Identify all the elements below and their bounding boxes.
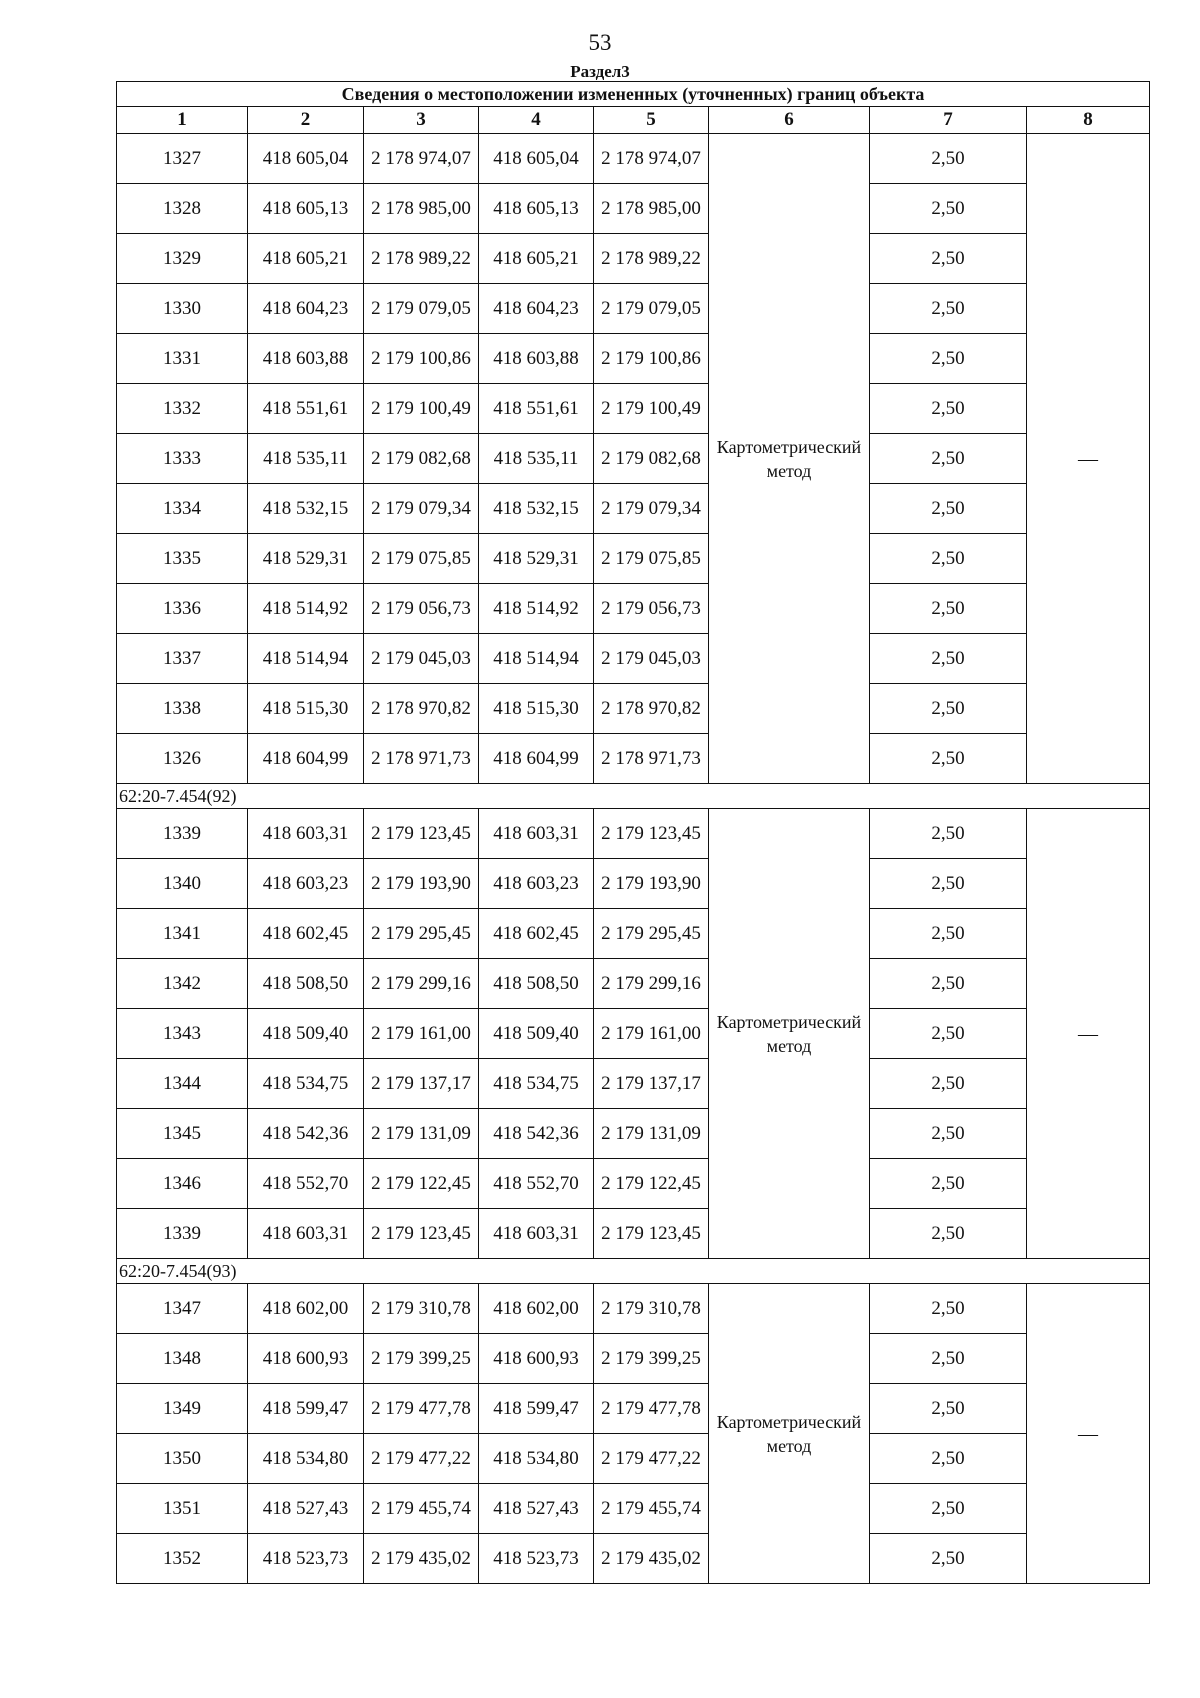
y-coordinate-cell: 2 179 123,45 <box>364 1209 479 1259</box>
x-coordinate-cell: 418 542,36 <box>248 1109 364 1159</box>
point-number-cell: 1349 <box>117 1384 248 1434</box>
table-row <box>117 1484 1150 1534</box>
point-number-cell: 1351 <box>117 1484 248 1534</box>
accuracy-cell: 2,50 <box>870 1534 1027 1584</box>
x-coordinate-cell: 418 605,21 <box>248 234 364 284</box>
x-coordinate-cell: 418 542,36 <box>479 1109 594 1159</box>
column-number-cell: 4 <box>479 107 594 134</box>
point-number-cell: 1335 <box>117 534 248 584</box>
y-coordinate-cell: 2 179 299,16 <box>364 959 479 1009</box>
table-row <box>117 334 1150 384</box>
x-coordinate-cell: 418 602,45 <box>479 909 594 959</box>
point-number-cell: 1338 <box>117 684 248 734</box>
column-number-cell: 5 <box>594 107 709 134</box>
y-coordinate-cell: 2 178 971,73 <box>594 734 709 784</box>
point-number-cell: 1334 <box>117 484 248 534</box>
accuracy-cell: 2,50 <box>870 134 1027 184</box>
table-row <box>117 234 1150 284</box>
y-coordinate-cell: 2 179 082,68 <box>364 434 479 484</box>
table-row <box>117 634 1150 684</box>
x-coordinate-cell: 418 551,61 <box>479 384 594 434</box>
y-coordinate-cell: 2 179 295,45 <box>364 909 479 959</box>
x-coordinate-cell: 418 527,43 <box>479 1484 594 1534</box>
point-number-cell: 1328 <box>117 184 248 234</box>
x-coordinate-cell: 418 514,92 <box>248 584 364 634</box>
point-number-cell: 1327 <box>117 134 248 184</box>
method-cell: Картометрический метод <box>709 134 870 784</box>
accuracy-cell: 2,50 <box>870 1334 1027 1384</box>
accuracy-cell: 2,50 <box>870 184 1027 234</box>
table-row <box>117 684 1150 734</box>
y-coordinate-cell: 2 179 045,03 <box>364 634 479 684</box>
y-coordinate-cell: 2 179 399,25 <box>594 1334 709 1384</box>
y-coordinate-cell: 2 178 985,00 <box>364 184 479 234</box>
x-coordinate-cell: 418 600,93 <box>248 1334 364 1384</box>
point-number-cell: 1350 <box>117 1434 248 1484</box>
y-coordinate-cell: 2 178 989,22 <box>594 234 709 284</box>
point-number-cell: 1341 <box>117 909 248 959</box>
parcel-label-row <box>117 1259 1150 1284</box>
table-row <box>117 1209 1150 1259</box>
x-coordinate-cell: 418 603,88 <box>248 334 364 384</box>
point-number-cell: 1339 <box>117 1209 248 1259</box>
x-coordinate-cell: 418 514,92 <box>479 584 594 634</box>
table-row <box>117 1434 1150 1484</box>
x-coordinate-cell: 418 605,13 <box>479 184 594 234</box>
accuracy-cell: 2,50 <box>870 1059 1027 1109</box>
point-number-cell: 1330 <box>117 284 248 334</box>
x-coordinate-cell: 418 535,11 <box>248 434 364 484</box>
column-number-cell: 2 <box>248 107 364 134</box>
x-coordinate-cell: 418 509,40 <box>248 1009 364 1059</box>
y-coordinate-cell: 2 179 299,16 <box>594 959 709 1009</box>
x-coordinate-cell: 418 602,00 <box>479 1284 594 1334</box>
point-number-cell: 1343 <box>117 1009 248 1059</box>
method-cell: Картометрический метод <box>709 809 870 1259</box>
notes-cell: — <box>1027 809 1150 1259</box>
y-coordinate-cell: 2 179 310,78 <box>364 1284 479 1334</box>
accuracy-cell: 2,50 <box>870 434 1027 484</box>
table-row <box>117 584 1150 634</box>
column-number-cell: 1 <box>117 107 248 134</box>
x-coordinate-cell: 418 514,94 <box>248 634 364 684</box>
point-number-cell: 1342 <box>117 959 248 1009</box>
x-coordinate-cell: 418 605,21 <box>479 234 594 284</box>
parcel-label-row <box>117 784 1150 809</box>
x-coordinate-cell: 418 603,23 <box>248 859 364 909</box>
page-number: 53 <box>588 30 612 55</box>
y-coordinate-cell: 2 179 123,45 <box>594 809 709 859</box>
table-row <box>117 1284 1150 1334</box>
x-coordinate-cell: 418 534,75 <box>248 1059 364 1109</box>
table-row <box>117 959 1150 1009</box>
x-coordinate-cell: 418 523,73 <box>479 1534 594 1584</box>
x-coordinate-cell: 418 603,88 <box>479 334 594 384</box>
x-coordinate-cell: 418 605,13 <box>248 184 364 234</box>
y-coordinate-cell: 2 179 477,22 <box>594 1434 709 1484</box>
accuracy-cell: 2,50 <box>870 734 1027 784</box>
y-coordinate-cell: 2 179 435,02 <box>364 1534 479 1584</box>
accuracy-cell: 2,50 <box>870 1284 1027 1334</box>
x-coordinate-cell: 418 535,11 <box>479 434 594 484</box>
table-row <box>117 1009 1150 1059</box>
y-coordinate-cell: 2 179 310,78 <box>594 1284 709 1334</box>
x-coordinate-cell: 418 515,30 <box>248 684 364 734</box>
column-number-cell: 8 <box>1027 107 1150 134</box>
y-coordinate-cell: 2 179 123,45 <box>594 1209 709 1259</box>
y-coordinate-cell: 2 179 161,00 <box>594 1009 709 1059</box>
y-coordinate-cell: 2 179 082,68 <box>594 434 709 484</box>
x-coordinate-cell: 418 514,94 <box>479 634 594 684</box>
x-coordinate-cell: 418 509,40 <box>479 1009 594 1059</box>
point-number-cell: 1333 <box>117 434 248 484</box>
table-row <box>117 184 1150 234</box>
accuracy-cell: 2,50 <box>870 634 1027 684</box>
x-coordinate-cell: 418 604,23 <box>248 284 364 334</box>
x-coordinate-cell: 418 527,43 <box>248 1484 364 1534</box>
y-coordinate-cell: 2 179 075,85 <box>594 534 709 584</box>
x-coordinate-cell: 418 534,75 <box>479 1059 594 1109</box>
point-number-cell: 1352 <box>117 1534 248 1584</box>
y-coordinate-cell: 2 179 455,74 <box>594 1484 709 1534</box>
accuracy-cell: 2,50 <box>870 1009 1027 1059</box>
accuracy-cell: 2,50 <box>870 1384 1027 1434</box>
x-coordinate-cell: 418 515,30 <box>479 684 594 734</box>
x-coordinate-cell: 418 602,00 <box>248 1284 364 1334</box>
table-row <box>117 734 1150 784</box>
y-coordinate-cell: 2 179 079,34 <box>364 484 479 534</box>
accuracy-cell: 2,50 <box>870 1209 1027 1259</box>
y-coordinate-cell: 2 179 075,85 <box>364 534 479 584</box>
table-row <box>117 909 1150 959</box>
point-number-cell: 1332 <box>117 384 248 434</box>
x-coordinate-cell: 418 600,93 <box>479 1334 594 1384</box>
point-number-cell: 1347 <box>117 1284 248 1334</box>
y-coordinate-cell: 2 179 122,45 <box>594 1159 709 1209</box>
y-coordinate-cell: 2 179 399,25 <box>364 1334 479 1384</box>
x-coordinate-cell: 418 529,31 <box>248 534 364 584</box>
y-coordinate-cell: 2 178 971,73 <box>364 734 479 784</box>
y-coordinate-cell: 2 179 122,45 <box>364 1159 479 1209</box>
x-coordinate-cell: 418 605,04 <box>479 134 594 184</box>
accuracy-cell: 2,50 <box>870 334 1027 384</box>
y-coordinate-cell: 2 179 100,49 <box>364 384 479 434</box>
accuracy-cell: 2,50 <box>870 909 1027 959</box>
section-title: Раздел3 <box>570 62 630 81</box>
y-coordinate-cell: 2 179 045,03 <box>594 634 709 684</box>
accuracy-cell: 2,50 <box>870 1484 1027 1534</box>
accuracy-cell: 2,50 <box>870 234 1027 284</box>
x-coordinate-cell: 418 602,45 <box>248 909 364 959</box>
parcel-label: 62:20-7.454(92) <box>117 784 1150 809</box>
parcel-label: 62:20-7.454(93) <box>117 1259 1150 1284</box>
y-coordinate-cell: 2 179 455,74 <box>364 1484 479 1534</box>
x-coordinate-cell: 418 604,99 <box>479 734 594 784</box>
x-coordinate-cell: 418 532,15 <box>479 484 594 534</box>
accuracy-cell: 2,50 <box>870 384 1027 434</box>
x-coordinate-cell: 418 605,04 <box>248 134 364 184</box>
table-row <box>117 1384 1150 1434</box>
accuracy-cell: 2,50 <box>870 284 1027 334</box>
table-row <box>117 1109 1150 1159</box>
point-number-cell: 1336 <box>117 584 248 634</box>
y-coordinate-cell: 2 179 161,00 <box>364 1009 479 1059</box>
method-cell: Картометрический метод <box>709 1284 870 1584</box>
table-row <box>117 1059 1150 1109</box>
table-caption: Сведения о местоположении измененных (уточненных) границ объекта <box>117 82 1150 107</box>
x-coordinate-cell: 418 603,31 <box>248 809 364 859</box>
y-coordinate-cell: 2 179 123,45 <box>364 809 479 859</box>
x-coordinate-cell: 418 603,31 <box>248 1209 364 1259</box>
notes-cell: — <box>1027 134 1150 784</box>
y-coordinate-cell: 2 178 989,22 <box>364 234 479 284</box>
x-coordinate-cell: 418 603,31 <box>479 809 594 859</box>
table-row <box>117 1159 1150 1209</box>
x-coordinate-cell: 418 599,47 <box>248 1384 364 1434</box>
y-coordinate-cell: 2 178 974,07 <box>594 134 709 184</box>
y-coordinate-cell: 2 179 056,73 <box>594 584 709 634</box>
x-coordinate-cell: 418 603,23 <box>479 859 594 909</box>
table-row <box>117 434 1150 484</box>
table-row <box>117 1534 1150 1584</box>
x-coordinate-cell: 418 534,80 <box>248 1434 364 1484</box>
table-row <box>117 484 1150 534</box>
y-coordinate-cell: 2 179 079,05 <box>364 284 479 334</box>
table-row <box>117 134 1150 184</box>
accuracy-cell: 2,50 <box>870 1109 1027 1159</box>
accuracy-cell: 2,50 <box>870 859 1027 909</box>
point-number-cell: 1326 <box>117 734 248 784</box>
y-coordinate-cell: 2 179 079,34 <box>594 484 709 534</box>
x-coordinate-cell: 418 551,61 <box>248 384 364 434</box>
y-coordinate-cell: 2 178 985,00 <box>594 184 709 234</box>
x-coordinate-cell: 418 534,80 <box>479 1434 594 1484</box>
y-coordinate-cell: 2 179 193,90 <box>594 859 709 909</box>
table-row <box>117 1334 1150 1384</box>
y-coordinate-cell: 2 178 974,07 <box>364 134 479 184</box>
accuracy-cell: 2,50 <box>870 1159 1027 1209</box>
y-coordinate-cell: 2 179 193,90 <box>364 859 479 909</box>
accuracy-cell: 2,50 <box>870 684 1027 734</box>
table-row <box>117 809 1150 859</box>
x-coordinate-cell: 418 508,50 <box>479 959 594 1009</box>
x-coordinate-cell: 418 552,70 <box>248 1159 364 1209</box>
x-coordinate-cell: 418 604,23 <box>479 284 594 334</box>
y-coordinate-cell: 2 179 100,86 <box>594 334 709 384</box>
y-coordinate-cell: 2 179 100,49 <box>594 384 709 434</box>
x-coordinate-cell: 418 603,31 <box>479 1209 594 1259</box>
point-number-cell: 1339 <box>117 809 248 859</box>
accuracy-cell: 2,50 <box>870 809 1027 859</box>
table-row <box>117 859 1150 909</box>
accuracy-cell: 2,50 <box>870 534 1027 584</box>
boundary-table <box>116 81 1150 1584</box>
y-coordinate-cell: 2 179 477,22 <box>364 1434 479 1484</box>
y-coordinate-cell: 2 179 137,17 <box>364 1059 479 1109</box>
x-coordinate-cell: 418 508,50 <box>248 959 364 1009</box>
point-number-cell: 1340 <box>117 859 248 909</box>
point-number-cell: 1329 <box>117 234 248 284</box>
table-row <box>117 284 1150 334</box>
accuracy-cell: 2,50 <box>870 1434 1027 1484</box>
accuracy-cell: 2,50 <box>870 484 1027 534</box>
point-number-cell: 1344 <box>117 1059 248 1109</box>
y-coordinate-cell: 2 179 100,86 <box>364 334 479 384</box>
notes-cell: — <box>1027 1284 1150 1584</box>
accuracy-cell: 2,50 <box>870 584 1027 634</box>
y-coordinate-cell: 2 178 970,82 <box>364 684 479 734</box>
x-coordinate-cell: 418 552,70 <box>479 1159 594 1209</box>
accuracy-cell: 2,50 <box>870 959 1027 1009</box>
point-number-cell: 1348 <box>117 1334 248 1384</box>
point-number-cell: 1337 <box>117 634 248 684</box>
y-coordinate-cell: 2 179 477,78 <box>594 1384 709 1434</box>
y-coordinate-cell: 2 179 295,45 <box>594 909 709 959</box>
y-coordinate-cell: 2 179 131,09 <box>364 1109 479 1159</box>
point-number-cell: 1346 <box>117 1159 248 1209</box>
column-number-cell: 6 <box>709 107 870 134</box>
x-coordinate-cell: 418 599,47 <box>479 1384 594 1434</box>
point-number-cell: 1345 <box>117 1109 248 1159</box>
column-number-cell: 3 <box>364 107 479 134</box>
table-row <box>117 384 1150 434</box>
x-coordinate-cell: 418 604,99 <box>248 734 364 784</box>
y-coordinate-cell: 2 179 079,05 <box>594 284 709 334</box>
y-coordinate-cell: 2 179 131,09 <box>594 1109 709 1159</box>
y-coordinate-cell: 2 179 056,73 <box>364 584 479 634</box>
x-coordinate-cell: 418 532,15 <box>248 484 364 534</box>
table-row <box>117 534 1150 584</box>
y-coordinate-cell: 2 179 435,02 <box>594 1534 709 1584</box>
column-number-row <box>117 107 1150 134</box>
x-coordinate-cell: 418 523,73 <box>248 1534 364 1584</box>
y-coordinate-cell: 2 179 137,17 <box>594 1059 709 1109</box>
x-coordinate-cell: 418 529,31 <box>479 534 594 584</box>
y-coordinate-cell: 2 178 970,82 <box>594 684 709 734</box>
column-number-cell: 7 <box>870 107 1027 134</box>
point-number-cell: 1331 <box>117 334 248 384</box>
y-coordinate-cell: 2 179 477,78 <box>364 1384 479 1434</box>
